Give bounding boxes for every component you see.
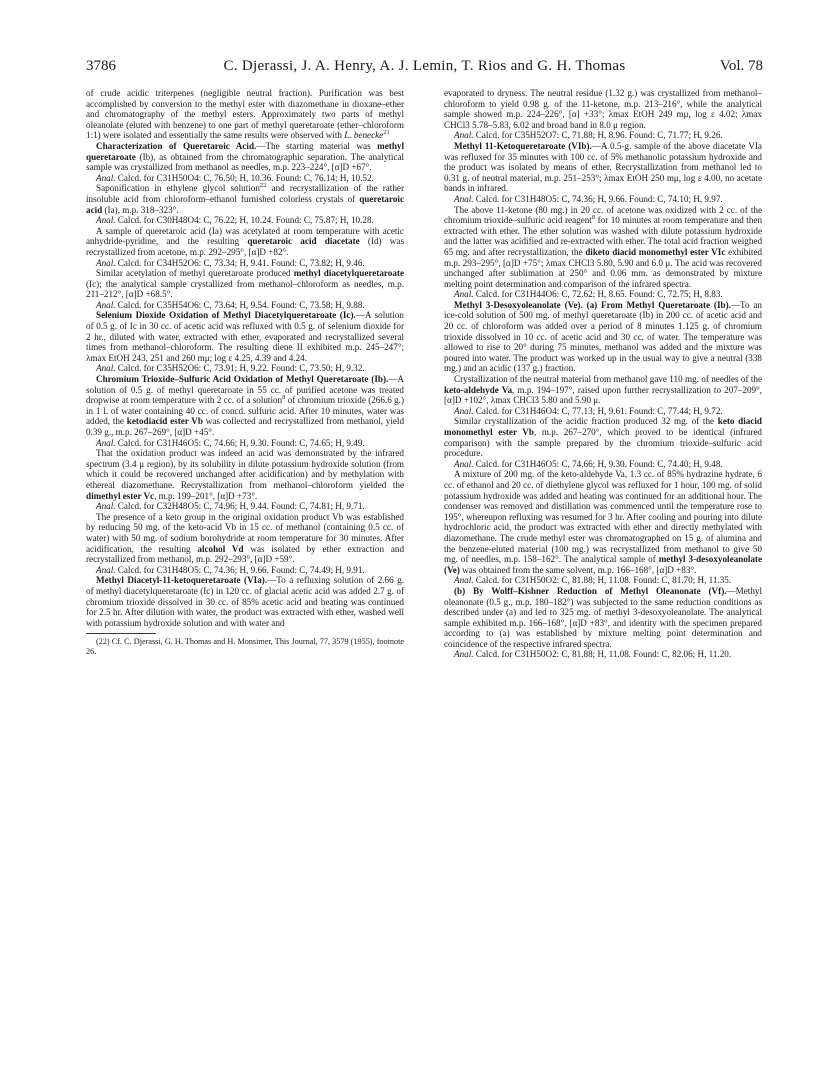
footnote: (22) Cf. C. Djerassi, G. H. Thomas and H. Monsimer, This Journal, 77, 3579 (1955), footnote 26.	[86, 637, 404, 656]
paragraph: The presence of a keto group in the original oxidation product Vb was established by reducing 50 mg. of the keto-acid Vb in 15 cc. of methanol (containing 0.5 cc. of water) with 50 mg. of sodium borohydride at room temperature for 30 minutes. After acidification, the resulting alcohol Vd was isolated by ether extraction and recrystallized from methanol, m.p. 292–293°, [α]D +59°.	[86, 511, 405, 565]
section-paragraph: Characterization of Queretaroic Acid.—The starting material was methyl queretaroate (Ib), as obtained from the chromatographic separation. The analytical sample was crystallized from methanol as needles, m.p. 223–224°, [α]D +67°.	[86, 140, 405, 173]
analysis-line: Anal. Calcd. for C31H44O6: C, 72.62; H, 8.65. Found: C, 72.75; H, 8.83.	[454, 289, 723, 300]
analysis-line: Anal. Calcd. for C31H50O4: C, 76.50; H, 10.36. Found: C, 76.14; H, 10.52.	[96, 172, 374, 183]
paragraph: of crude acidic triterpenes (negligible neutral fraction). Purification was best accomplished by conversion to the methyl ester with diazomethane in dioxane–ether and chromatography of the methyl esters. Approximately two parts of methyl oleanolate (eluted with benzene) to one part of methyl queretaroate (ether–chloroform 1:1) were isolated and essentially the same results were observed with L. benecke$^{21}$	[86, 88, 404, 141]
paragraph: Similar crystallization of the acidic fraction produced 32 mg. of the keto diacid monomethyl ester Vb, m.p. 267–270°, which proved to be identical (infrared comparison) with the sample prepared by the chromium trioxide–sulfuric acid procedure.	[444, 416, 763, 459]
running-head-authors: C. Djerassi, J. A. Henry, A. J. Lemin, T. Rios and G. H. Thomas	[223, 58, 626, 74]
section-paragraph: Methyl 11-Ketoqueretaroate (VIb).—A 0.5-g. sample of the above diacetate VIa was refluxed for 35 minutes with 100 cc. of 5% methanolic potassium hydroxide and the product was isolated by means of ether. Recrystallization from methanol led to 0.31 g. of neutral material, m.p. 251–253°; λmax EtOH 250 mμ, log ε 4.00, no acetate bands in infrared.	[444, 140, 762, 194]
analysis-line: Anal. Calcd. for C35H54O6: C, 73.64; H, 9.54. Found: C, 73.58; H, 9.88.	[96, 299, 365, 310]
section-paragraph: (b) By Wolff–Kishner Reduction of Methyl Oleanonate (Vf).—Methyl oleanonate (0.5 g., m.p. 180–182°) was subjected to the same reduction conditions as described under (a) and led to 325 mg. of methyl 3-desoxyoleanolate. The analytical sample exhibited m.p. 166–168°, [α]D +83°, and identity with the specimen prepared according to (a) was established by mixture melting point determination and coincidence of the respective infrared spectra.	[444, 585, 762, 649]
paragraph: Saponification in ethylene glycol solution$^{22}$ and recrystallization of the rather insoluble acid from chloroform–ethanol furnished colorless crystals of queretaroic acid (Ia), m.p. 318–323°.	[86, 182, 404, 215]
analysis-line: Anal. Calcd. for C31H50O2: C, 81.88; H, 11.08. Found: C, 81.70; H, 11.35.	[454, 575, 732, 586]
analysis-line: Anal. Calcd. for C31H50O2: C, 81.88; H, 11.08. Found: C, 82.06; H, 11.20.	[454, 649, 732, 660]
section-paragraph: Chromium Trioxide–Sulfuric Acid Oxidation of Methyl Queretaroate (Ib).—A solution of 0.5 g. of methyl queretaroate in 55 cc. of purified acetone was treated dropwise at room temperature with 2 cc. of a solution$^8$ of chromium trioxide (266.6 g.) in 1 l. of water containing 40 cc. of concd. sulfuric acid. After 10 minutes, water was added, the ketodiacid ester Vb was collected and recrystallized from methanol, yield 0.39 g., m.p. 267–269°, [α]D +45°.	[86, 374, 405, 437]
analysis-line: Anal. Calcd. for C34H52O6: C, 73.34; H, 9.41. Found: C, 73.82; H, 9.46.	[96, 257, 365, 268]
page-header	[86, 58, 763, 78]
section-paragraph: Methyl 3-Desoxyoleanolate (Ve). (a) From Methyl Queretaroate (Ib).—To an ice-cold solution of 500 mg. of methyl queretaroate (Ib) in 200 cc. of acetic acid and 20 cc. of chloroform was added over a period of 8 minutes 1.125 g. of chromium trioxide dissolved in 10 cc. of acetic acid and 30 cc. of water. The temperature was allowed to rise to 20° during 75 minutes, methanol was added and the mixture was poured into water. The product was worked up in the usual way to give a neutral (338 mg.) and an acidic (137 g.) fraction.	[444, 299, 762, 374]
footnote-rule	[86, 633, 156, 634]
section-paragraph: Methyl Diacetyl-11-ketoqueretaroate (VIa).—To a refluxing solution of 2.66 g. of methyl diacetylqueretaroate (Ic) in 120 cc. of glacial acetic acid was added 2.7 g. of chromium trioxide dissolved in 30 cc. of 85% acetic acid and heating was continued for 2.5 hr. After dilution with water, the product was extracted with ether, washed well with potassium hydroxide solution and with water and	[86, 575, 404, 628]
paragraph: evaporated to dryness. The neutral residue (1.32 g.) was crystallized from methanol–chloroform to yield 0.98 g. of the 11-ketone, m.p. 213–216°, while the analytical sample showed m.p. 224–226°, [α] +33°; λmax EtOH 249 mμ, log ε 4.02; λmax CHCl3 5.78–5.83, 6.02 and broad band in 8.0 μ region.	[444, 88, 762, 130]
analysis-line: Anal. Calcd. for C35H52O7: C, 71.88; H, 8.96. Found: C, 71.77; H, 9.26.	[454, 130, 723, 141]
analysis-line: Anal. Calcd. for C31H48O5: C, 74.36; H, 9.66. Found: C, 74.49; H, 9.91.	[96, 564, 365, 575]
paragraph: That the oxidation product was indeed an acid was demonstrated by the infrared spectrum (3.4 μ region), by its solubility in dilute potassium hydroxide solution (from which it could be recovered unchanged after acidification) and by methylation with ethereal diazomethane. Recrystallization from methanol–chloroform yielded the dimethyl ester Vc, m.p. 199–201°, [α]D +73°.	[86, 448, 404, 501]
analysis-line: Anal. Calcd. for C31H46O5: C, 74.66; H, 9.30. Found: C, 74.40; H, 9.48.	[454, 458, 723, 469]
analysis-line: Anal. Calcd. for C31H46O4: C, 77.13; H, 9.61. Found: C, 77.44; H, 9.72.	[454, 405, 723, 416]
paragraph: A mixture of 200 mg. of the keto-aldehyde Va, 1.3 cc. of 85% hydrazine hydrate, 6 cc. of ethanol and 20 cc. of diethylene glycol was refluxed for 1 hour, 100 mg. of solid potassium hydroxide was added and heating was continued for an additional hour. The condenser was removed and distillation was commenced until the temperature rose to 195°, whereupon refluxing was resumed for 3 hr. After cooling and pouring into dilute hydrochloric acid, the product was extracted with ether and directly methylated with diazomethane. The crude methyl ester was chromatographed on 15 g. of alumina and the benzene-eluted material (100 mg.) was recrystallized from methanol to give 50 mg. of needles, m.p. 158–162°. The analytical sample of methyl 3-desoxyoleanolate (Ve) was obtained from the same solvent, m.p. 166–168°, [α]D +83°.	[444, 469, 763, 575]
analysis-line: Anal. Calcd. for C31H46O5: C, 74.66; H, 9.30. Found: C, 74.65; H, 9.49.	[96, 437, 365, 448]
section-paragraph: Selenium Dioxide Oxidation of Methyl Diacetylqueretaroate (Ic).—A solution of 0.5 g. of Ic in 30 cc. of acetic acid was refluxed with 0.5 g. of selenium dioxide for 2 hr., diluted with water, extracted with ether, evaporated and recrystallized several times from methanol–chloroform. The resulting diene II exhibited m.p. 245–247°; λmax EtOH 243, 251 and 260 mμ; log ε 4.25, 4.39 and 4.24.	[86, 310, 404, 363]
left-column	[86, 88, 404, 656]
analysis-line: Anal. Calcd. for C31H48O5: C, 74.36; H, 9.66. Found: C, 74.10; H, 9.97.	[454, 193, 723, 204]
page-number: 3786	[86, 58, 116, 74]
paragraph: Similar acetylation of methyl queretaroate produced methyl diacetylqueretaroate (Ic); the analytical sample crystallized from methanol–chloroform as needles, m.p. 211–212°, [α]D +68.5°.	[86, 268, 404, 300]
right-column	[444, 88, 762, 660]
paragraph: A sample of queretaroic acid (Ia) was acetylated at room temperature with acetic anhydride-pyridine, and the resulting queretaroic acid diacetate (Id) was recrystallized from acetone, m.p. 292–295°, [α]D +82°.	[86, 225, 405, 257]
paragraph: Crystallization of the neutral material from methanol gave 110 mg. of needles of the keto-aldehyde Va, m.p. 194–197°, raised upon further recrystallization to 207–209°, [α]D +102°, λmax CHCl3 5.80 and 5.90 μ.	[444, 374, 762, 406]
volume-label: Vol. 78	[719, 58, 763, 74]
analysis-line: Anal. Calcd. for C32H48O5: C, 74.96; H, 9.44. Found: C, 74.81; H, 9.71.	[96, 501, 365, 512]
analysis-line: Anal. Calcd. for C35H52O6: C, 73.91; H, 9.22. Found: C, 73.50; H, 9.32.	[96, 363, 365, 374]
analysis-line: Anal. Calcd. for C30H48O4: C, 76.22; H, 10.24. Found: C, 75.87; H, 10.28.	[96, 215, 374, 226]
paragraph: The above 11-ketone (80 mg.) in 20 cc. of acetone was oxidized with 2 cc. of the chromium trioxide–sulfuric acid reagent$^8$ for 10 minutes at room temperature and then extracted with ether. The ether solution was washed with dilute potassium hydroxide and the latter was acidified and re-extracted with ether. The total acid fraction weighed 65 mg. and after recrystallization, the diketo diacid monomethyl ester VIc exhibited m.p. 293–295°, [α]D +75°; λmax CHCl3 5.80, 5.90 and 6.0 μ. The acid was recovered unchanged after sublimation at 250° and 0.06 mm. as demonstrated by mixture melting point determination and comparison of the infrared spectra.	[444, 204, 763, 289]
